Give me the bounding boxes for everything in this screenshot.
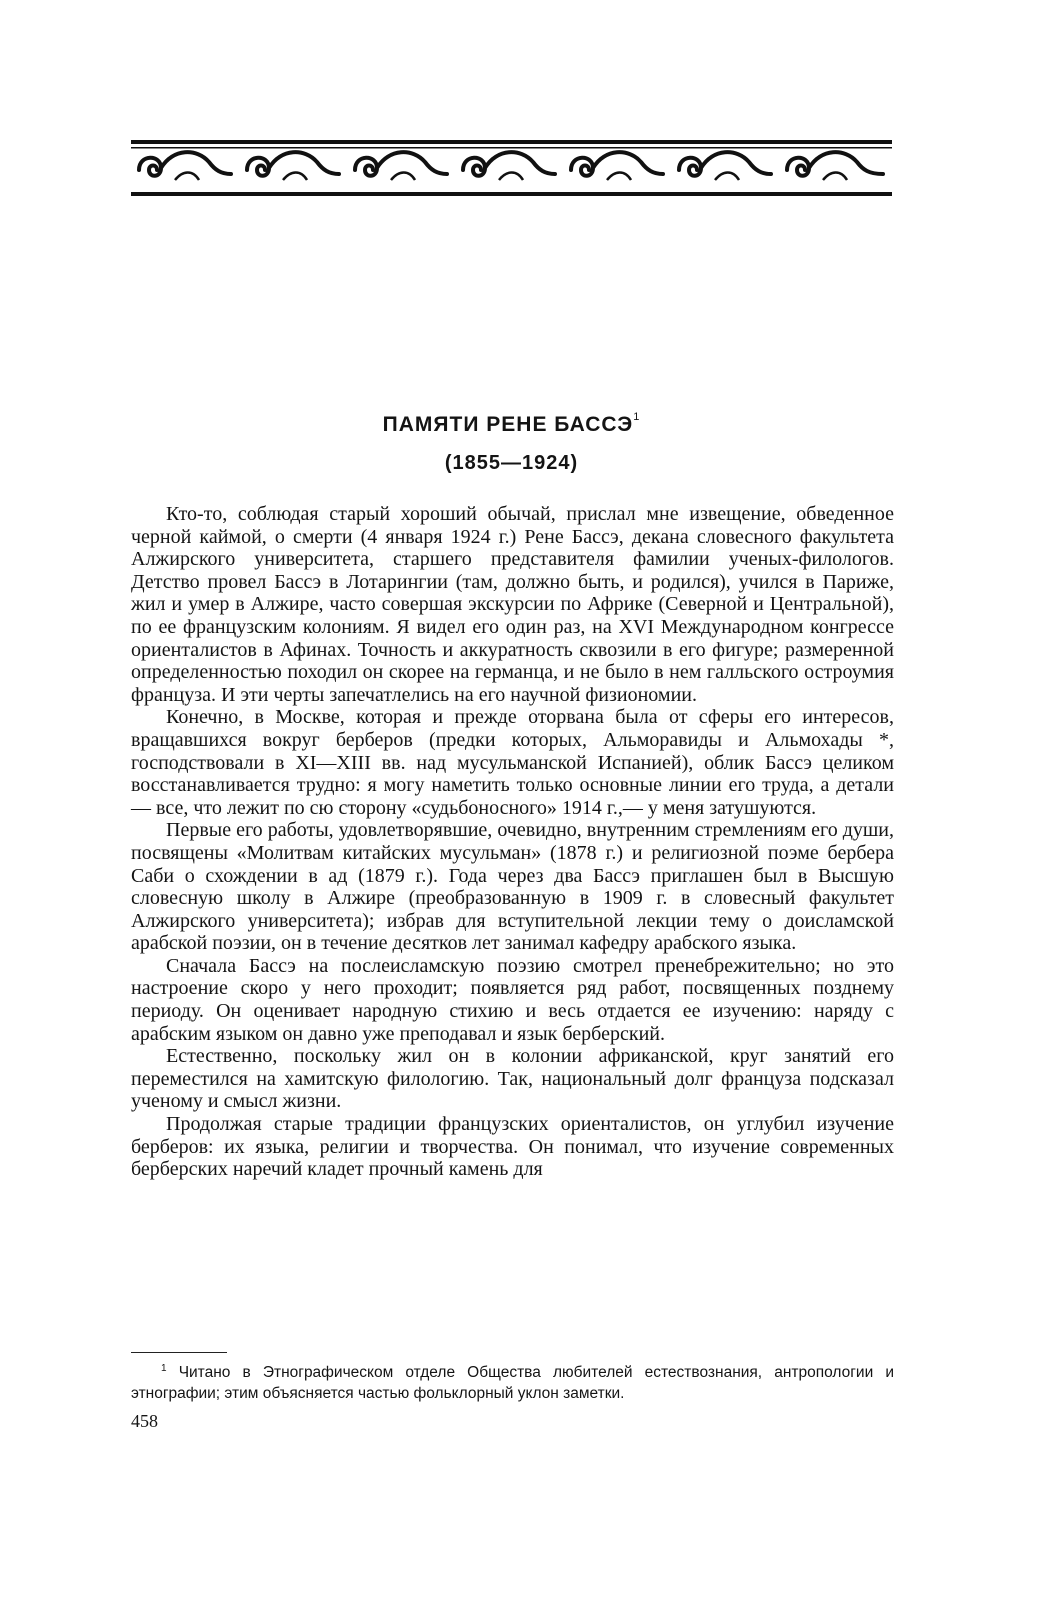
paragraph-2: Конечно, в Москве, которая и прежде оторвана была от сферы его интересов, вращавшихся вокруг берберов (предки которых, Альморавиды и Альмохады *, господствовали в XI—XIII вв. над мусульманской Испанией), облик Бассэ целиком восстанавливается трудно: я могу наметить только основные линии его труда, а детали — все, что лежит по сю сторону «судьбоносного» 1914 г.,— у меня затушуются. — [131, 706, 894, 819]
ornament-bottom-rule — [131, 192, 892, 196]
title-footnote-mark: 1 — [633, 411, 641, 423]
article-dates: (1855—1924) — [444, 452, 579, 474]
footnote — [131, 1358, 894, 1404]
article-body — [131, 503, 894, 1181]
ornament-top-thin-rule — [131, 147, 892, 149]
paragraph-5: Естественно, поскольку жил он в колонии африканской, круг занятий его переместился на хамитскую филологию. Так, национальный долг француза подсказал ученому и смысл жизни. — [131, 1045, 894, 1113]
article-title — [131, 413, 892, 437]
article-title-text: ПАМЯТИ РЕНЕ БАССЭ — [382, 413, 634, 436]
paragraph-4: Сначала Бассэ на послеисламскую поэзию смотрел пренебрежительно; но это настроение скоро у него проходит; появляется ряд работ, посвященных позднему периоду. Он оценивает народную стихию и весь отдается ее изучению: наряду с арабским языком он давно уже преподавал и язык берберский. — [131, 954, 894, 1045]
footnote-text: Читано в Этнографическом отделе Общества любителей естествознания, антропологии и этнографии; этим объясняется частью фольклорный уклон заметки. — [131, 1364, 894, 1403]
ornament-top-rule — [131, 140, 892, 144]
paragraph-6: Продолжая старые традиции французских ориенталистов, он углубил изучение берберов: их языка, религии и творчества. Он понимал, что изучение современных берберских наречий кладет прочный камень для — [131, 1113, 894, 1181]
footnote-mark: 1 — [161, 1363, 167, 1374]
decorative-ornament-band — [131, 140, 892, 200]
paragraph-1: Кто-то, соблюдая старый хороший обычай, прислал мне извещение, обведенное черной каймой, о смерти (4 января 1924 г.) Рене Бассэ, декана словесного факультета Алжирского университета, старшего представителя фамилии ученых-филологов. Детство провел Бассэ в Лотарингии (там, должно быть, и родился), учился в Париже, жил и умер в Алжире, часто совершая экскурсии по Африке (Северной и Центральной), по ее французским колониям. Я видел его один раз, на XVI Международном конгрессе ориенталистов в Афинах. Точность и аккуратность сквозили в его фигуре; размеренной определенностью походил он скорее на германца, и не было в нем галльского остроумия француза. И эти черты запечатлелись на его научной физиономии. — [131, 503, 894, 706]
paragraph-3: Первые его работы, удовлетворявшие, очевидно, внутренним стремлениям его души, посвящены «Молитвам китайских мусульман» (1878 г.) и религиозной поэме бербера Саби о схождении в ад (1879 г.). Года через два Бассэ приглашен был в Высшую словесную школу в Алжире (преобразованную в 1909 г. в словесный факультет Алжирского университета); избрав для вступительной лекции тему о доисламской арабской поэзии, он в течение десятков лет занимал кафедру арабского языка. — [131, 819, 894, 955]
footnote-divider — [131, 1352, 227, 1353]
page-number: 458 — [131, 1411, 158, 1431]
